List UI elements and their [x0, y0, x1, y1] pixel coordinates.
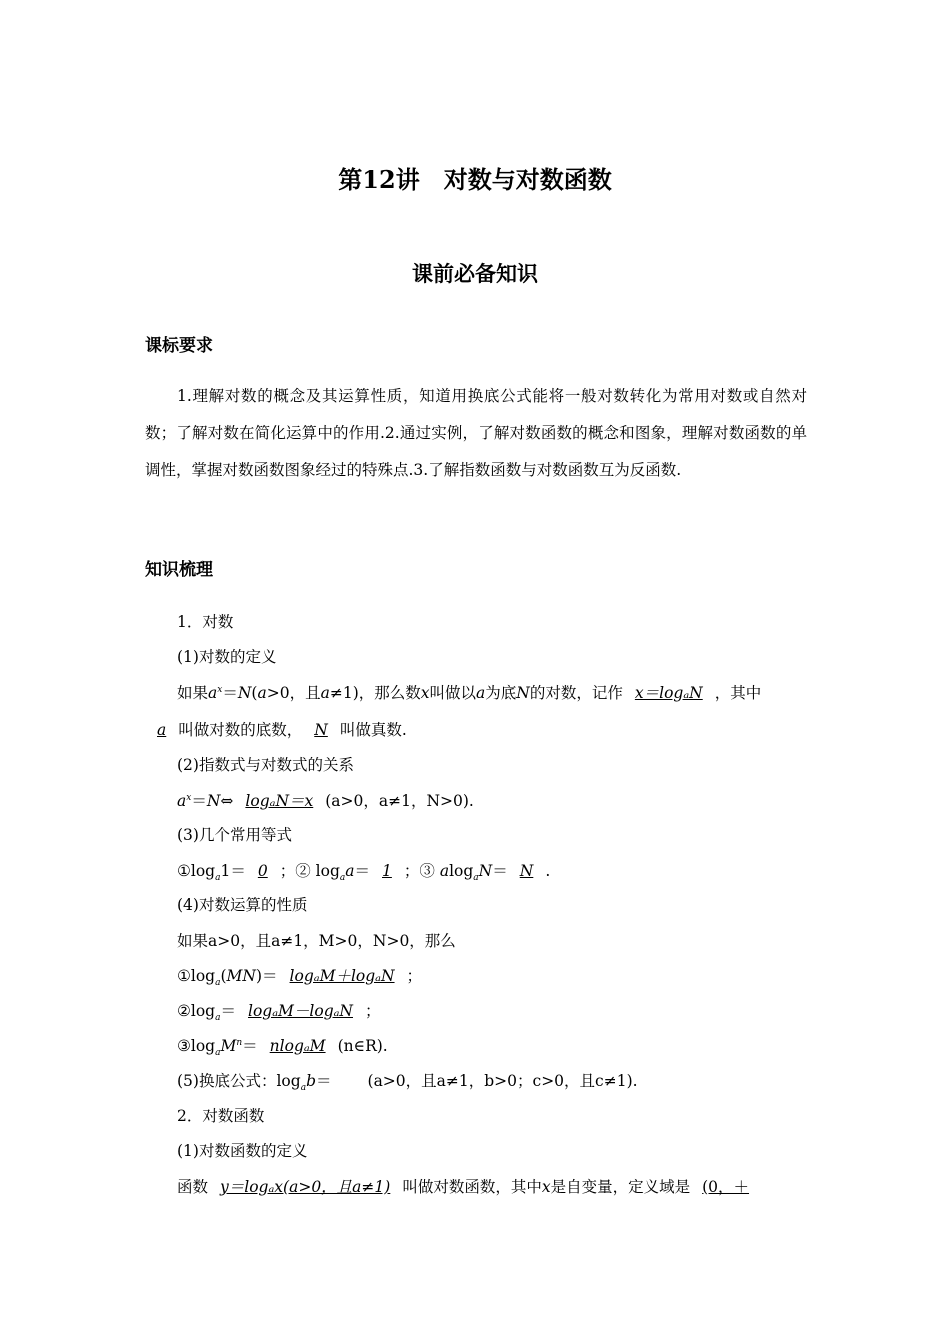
section-heading-knowledge: 知识梳理 — [145, 560, 213, 580]
sub-relation: (2)指数式与对数式的关系 — [177, 756, 354, 774]
sub-identities: (3)几个常用等式 — [177, 826, 292, 844]
change-of-base-line: (5)换底公式：$\log_ab= (a>0$，且a≠1，b>0；c>0，且c≠1). — [177, 1072, 638, 1094]
item-log-function: 2．对数函数 — [177, 1107, 265, 1125]
property3-line: $③\log_aM^n= nlog_aM$ (n∈R). — [177, 1037, 388, 1059]
function-definition-line: 函数 y＝logₐx(a>0，且a≠1) 叫做对数函数，其中x是自变量，定义域是 (0，＋ — [177, 1175, 761, 1197]
identities-line: $①\log_a1= 0$ ；② $\log_aa= 1$ ；③ alog$_a$N＝ N . — [177, 862, 551, 884]
sub-properties: (4)对数运算的性质 — [177, 896, 308, 914]
property2-fill: logₐM－logₐN — [248, 1002, 353, 1020]
definition-line: 如果$a^x=N(a>0$，且a≠1)，那么数x叫做以a为底N的对数，记作 x＝logₐN ，其中 — [177, 684, 762, 702]
property1-line: $①\log_a(MN)= \log_aM+\log_aN$ ； — [177, 967, 423, 989]
property3-fill: nlogₐM — [269, 1037, 326, 1055]
page-title: 第12讲 对数与对数函数 — [338, 165, 612, 194]
relation-fill: logₐN＝x — [245, 792, 314, 810]
sub-definition: (1)对数的定义 — [177, 648, 277, 666]
identity1-fill: 0 — [257, 862, 268, 880]
sub-function-definition: (1)对数函数的定义 — [177, 1142, 308, 1160]
identity2-fill: 1 — [382, 862, 392, 880]
base-fill: a — [157, 721, 167, 739]
definition-fill: x＝logₐN — [634, 684, 703, 702]
page-subtitle: 课前必备知识 — [412, 261, 538, 286]
property1-fill: logₐM＋logₐN — [289, 967, 395, 985]
function-fill: y＝logₐx(a>0，且a≠1) — [220, 1178, 391, 1196]
identity3-fill: N — [519, 862, 534, 880]
property2-line: $②\log_a= \log_aM-\log_aN$ ； — [177, 1002, 381, 1024]
section-heading-curriculum: 课标要求 — [145, 336, 213, 356]
curriculum-paragraph: 1.理解对数的概念及其运算性质，知道用换底公式能将一般对数转化为常用对数或自然对数；了解对数在简化运算中的作用.2.通过实例，了解对数函数的概念和图象，理解对数函数的单调性，掌握对数函数图象经过的特殊点.3.了解指数函数与对数函数互为反函数. — [145, 387, 807, 479]
relation-line: $a^x=N\Leftrightarrow$ logₐN＝x (a>0，a≠1，N>0). — [177, 792, 474, 810]
properties-condition: 如果a>0，且a≠1，M>0，N>0，那么 — [177, 932, 456, 950]
true-number-fill: N — [314, 721, 328, 739]
item-logarithm: 1．对数 — [177, 613, 234, 631]
definition-line-2: a 叫做对数的底数， N 叫做真数. — [145, 718, 407, 740]
domain-fill: (0，＋ — [702, 1178, 750, 1196]
